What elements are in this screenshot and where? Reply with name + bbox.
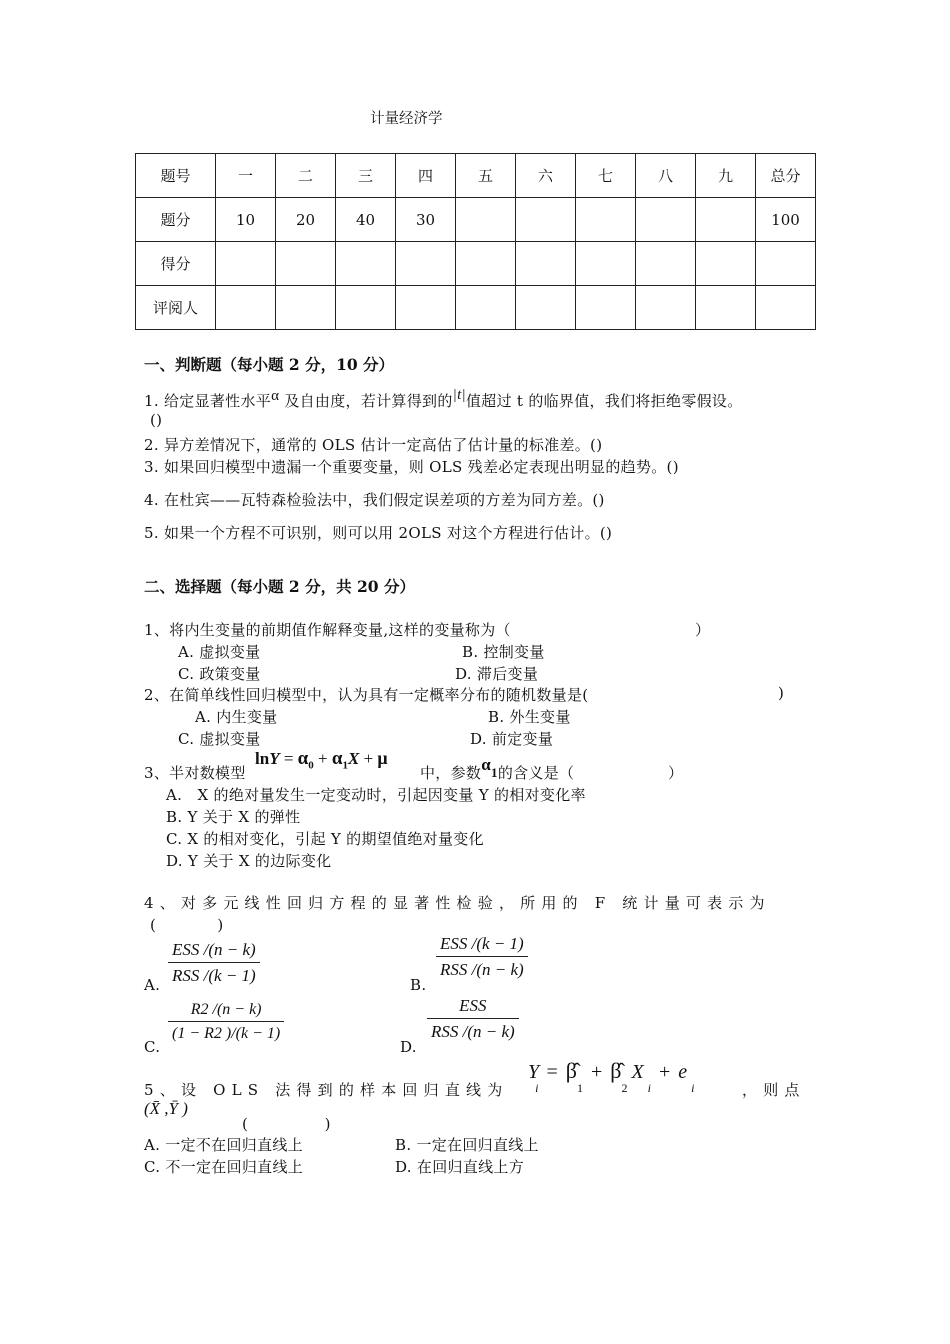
option-c[interactable]: C. 不一定在回归直线上 (144, 1158, 304, 1176)
score-table-cell (696, 242, 756, 286)
option-c-fraction[interactable] (168, 1001, 284, 1043)
score-table-cell (276, 286, 336, 330)
formula-beta2: β̂ (610, 1058, 622, 1083)
score-table-cell: 评阅人 (136, 286, 216, 330)
score-table-cell (456, 198, 516, 242)
formula-sub1: 1 (342, 759, 348, 772)
formula-sub: i (535, 1081, 539, 1095)
fraction-denominator: RSS /(n − k) (431, 1022, 515, 1041)
score-table-cell (636, 242, 696, 286)
score-table-cell: 总分 (756, 154, 816, 198)
option-a[interactable]: A. X 的绝对量发生一定变动时，引起因变量 Y 的相对变化率 (166, 786, 586, 804)
formula-plus: + (359, 749, 378, 768)
score-table-cell (696, 198, 756, 242)
question-2-4: 4、对多元线性回归方程的显著性检验，所用的 F 统计量可表示为 (144, 894, 771, 912)
formula-alpha1: α (331, 748, 343, 769)
semilog-formula (255, 748, 388, 771)
score-table-cell (396, 242, 456, 286)
score-table-row (136, 242, 816, 286)
score-table-row (136, 286, 816, 330)
score-table-cell (396, 286, 456, 330)
option-c[interactable]: C. 政策变量 (178, 665, 261, 683)
page-title: 计量经济学 (370, 111, 443, 127)
score-table-cell (696, 286, 756, 330)
question-text: 及自由度，若计算得到的 (279, 392, 453, 410)
question-1-2: 2. 异方差情况下，通常的 OLS 估计一定高估了估计量的标准差。() (144, 436, 603, 454)
fraction-denominator: RSS /(n − k) (440, 960, 524, 979)
fraction-numerator: ESS /(n − k) (168, 940, 260, 963)
formula-sub: 2 (621, 1081, 628, 1095)
option-b-label[interactable]: B. (410, 976, 427, 994)
formula-eq: = (546, 1061, 558, 1083)
score-table-cell: 得分 (136, 242, 216, 286)
score-table-cell: 题分 (136, 198, 216, 242)
score-table-cell: 二 (276, 154, 336, 198)
score-table-cell: 四 (396, 154, 456, 198)
question-1-4: 4. 在杜宾——瓦特森检验法中，我们假定误差项的方差为同方差。() (144, 491, 605, 509)
fraction-numerator: R2 /(n − k) (168, 1001, 284, 1022)
score-table-cell (336, 286, 396, 330)
param-alpha: α (481, 755, 491, 774)
score-table-cell: 五 (456, 154, 516, 198)
question-1-3: 3. 如果回归模型中遗漏一个重要变量，则 OLS 残差必定表现出明显的趋势。() (144, 458, 679, 476)
param-sub: 1 (491, 765, 498, 780)
question-2-3-stem: 3、半对数模型 (144, 764, 246, 782)
score-table-cell (516, 198, 576, 242)
fraction-numerator: ESS /(k − 1) (436, 934, 528, 957)
question-text: 1. 给定显著性水平 (144, 392, 272, 410)
score-table-row (136, 198, 816, 242)
option-c[interactable]: C. 虚拟变量 (178, 730, 261, 748)
score-table-cell (276, 242, 336, 286)
formula-sub: i (647, 1081, 651, 1095)
score-table-cell: 40 (336, 198, 396, 242)
score-table-cell (636, 286, 696, 330)
option-a-fraction[interactable] (168, 940, 260, 986)
question-text: 的含义是（ (497, 764, 575, 782)
score-table-cell (576, 286, 636, 330)
score-table-cell (576, 242, 636, 286)
formula-sub: 1 (576, 1081, 583, 1095)
formula-alpha0: α (297, 748, 309, 769)
question-1-1 (144, 387, 743, 411)
option-b[interactable]: B. 外生变量 (488, 708, 571, 726)
score-table-cell: 七 (576, 154, 636, 198)
question-1-5: 5. 如果一个方程不可识别，则可以用 2OLS 对这个方程进行估计。() (144, 524, 613, 542)
fraction-denominator: (1 − R2 )/(k − 1) (172, 1025, 281, 1042)
section1-heading: 一、判断题（每小题 2 分，10 分） (144, 355, 395, 374)
score-table-cell: 六 (516, 154, 576, 198)
formula-plus: + (659, 1061, 671, 1083)
score-table-cell (516, 286, 576, 330)
score-table-cell (336, 242, 396, 286)
score-table (135, 153, 816, 330)
option-d[interactable]: D. 前定变量 (470, 730, 554, 748)
section2-heading: 二、选择题（每小题 2 分，共 20 分） (144, 577, 415, 596)
question-2-5-tail: ，则点 (742, 1081, 806, 1099)
option-b[interactable]: B. Y 关于 X 的弹性 (166, 808, 301, 826)
formula-beta1: β̂ (565, 1058, 577, 1083)
abs-t-symbol: |t| (452, 387, 466, 403)
score-table-cell: 九 (696, 154, 756, 198)
formula-eq: = (279, 749, 298, 768)
option-b[interactable]: B. 一定在回归直线上 (395, 1136, 539, 1154)
option-a[interactable]: A. 虚拟变量 (178, 643, 261, 661)
score-table-cell (576, 198, 636, 242)
question-2-2: 2、在简单线性回归模型中，认为具有一定概率分布的随机数量是( (144, 686, 589, 704)
answer-paren-close[interactable]: ） (668, 764, 684, 782)
question-2-5: 5、设 OLS 法得到的样本回归直线为 (144, 1081, 509, 1099)
alpha-symbol: α (271, 388, 280, 404)
formula-e: e (678, 1061, 688, 1083)
score-table-cell: 题号 (136, 154, 216, 198)
score-table-cell (456, 242, 516, 286)
option-d[interactable]: D. 滞后变量 (455, 665, 539, 683)
option-b[interactable]: B. 控制变量 (462, 643, 545, 661)
score-table-cell: 八 (636, 154, 696, 198)
option-a[interactable]: A. 一定不在回归直线上 (144, 1136, 303, 1154)
question-2-1: 1、将内生变量的前期值作解释变量,这样的变量称为（ (144, 621, 511, 639)
formula-sub0: 0 (308, 759, 314, 772)
score-table-cell: 100 (756, 198, 816, 242)
score-table-cell (216, 286, 276, 330)
score-table-cell: 三 (336, 154, 396, 198)
question-text: 中，参数 (420, 764, 482, 782)
option-c[interactable]: C. X 的相对变化，引起 Y 的期望值绝对量变化 (166, 830, 484, 848)
formula-ln: ln (255, 749, 270, 768)
score-table-header-row (136, 154, 816, 198)
option-d[interactable]: D. 在回归直线上方 (395, 1158, 525, 1176)
score-table-cell: 20 (276, 198, 336, 242)
answer-paren-close[interactable]: ) (778, 684, 785, 702)
fraction-numerator: ESS (427, 996, 519, 1019)
score-table-cell (756, 242, 816, 286)
fraction-denominator: RSS /(k − 1) (172, 966, 256, 985)
option-d[interactable]: D. Y 关于 X 的边际变化 (166, 852, 332, 870)
option-b-fraction[interactable] (436, 934, 528, 980)
score-table-cell: 10 (216, 198, 276, 242)
formula-x: X (347, 749, 360, 768)
score-table-cell (216, 242, 276, 286)
formula-sub: i (691, 1081, 695, 1095)
score-table-cell (636, 198, 696, 242)
score-table-cell (516, 242, 576, 286)
answer-paren[interactable]: () (150, 411, 163, 429)
question-text: 值超过 t 的临界值，我们将拒绝零假设。 (465, 392, 743, 410)
answer-paren-close[interactable]: ） (695, 621, 711, 639)
score-table-cell: 一 (216, 154, 276, 198)
formula-plus: + (590, 1061, 603, 1083)
question-2-3-stem (420, 755, 575, 783)
score-table-cell (756, 286, 816, 330)
formula-mu: μ (377, 748, 388, 768)
point-xy: (X̄ ,Ȳ ) (144, 1099, 188, 1118)
regression-formula (528, 1058, 695, 1095)
option-c-label[interactable]: C. (144, 1038, 161, 1056)
option-d-label[interactable]: D. (400, 1038, 417, 1056)
score-table-cell (456, 286, 516, 330)
formula-y: Y (269, 749, 280, 768)
answer-paren[interactable]: ( ) (150, 916, 224, 934)
formula-x: X (631, 1061, 644, 1083)
option-d-fraction[interactable] (427, 996, 519, 1042)
formula-plus: + (313, 749, 332, 768)
option-a[interactable]: A. 内生变量 (195, 708, 278, 726)
option-a-label[interactable]: A. (144, 976, 161, 994)
score-table-cell: 30 (396, 198, 456, 242)
answer-paren[interactable]: ( ) (242, 1115, 331, 1133)
formula-y: Y (528, 1061, 540, 1083)
